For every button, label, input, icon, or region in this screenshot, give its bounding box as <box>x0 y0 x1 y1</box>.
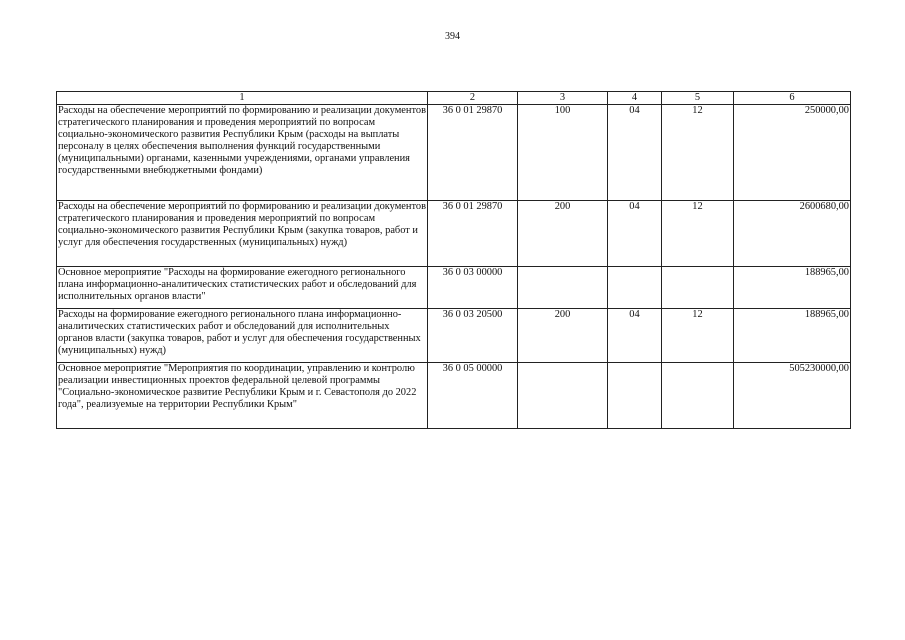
table-row <box>57 267 851 309</box>
column-header-2: 2 <box>428 92 518 105</box>
table-row <box>57 309 851 363</box>
row-code: 36 0 01 29870 <box>428 105 518 201</box>
row-section: 04 <box>608 105 662 201</box>
row-description: Расходы на обеспечение мероприятий по формированию и реализации документов стратегического планирования и проведения мероприятий по вопросам социально-экономического развития Республики Крым (расходы на выплаты персоналу в целях обеспечения выполнения функций государственными (муниципальными) органами, казенными учреждениями, органами управления государственными внебюджетными фондами) <box>57 105 428 201</box>
table-row <box>57 201 851 267</box>
row-expense-type: 200 <box>518 201 608 267</box>
row-subsection: 12 <box>662 309 734 363</box>
row-code: 36 0 03 20500 <box>428 309 518 363</box>
column-header-1: 1 <box>57 92 428 105</box>
budget-table <box>56 91 851 429</box>
column-header-3: 3 <box>518 92 608 105</box>
table-row <box>57 363 851 429</box>
row-code: 36 0 03 00000 <box>428 267 518 309</box>
row-section <box>608 363 662 429</box>
row-expense-type: 100 <box>518 105 608 201</box>
page-number: 394 <box>445 31 460 42</box>
row-section <box>608 267 662 309</box>
row-expense-type <box>518 363 608 429</box>
row-code: 36 0 05 00000 <box>428 363 518 429</box>
table-header-row <box>57 92 851 105</box>
row-expense-type: 200 <box>518 309 608 363</box>
row-section: 04 <box>608 309 662 363</box>
column-header-4: 4 <box>608 92 662 105</box>
row-code: 36 0 01 29870 <box>428 201 518 267</box>
row-description: Расходы на обеспечение мероприятий по формированию и реализации документов стратегического планирования и проведения мероприятий по вопросам социально-экономического развития Республики Крым (закупка товаров, работ и услуг для обеспечения государственных (муниципальных) нужд) <box>57 201 428 267</box>
row-amount: 505230000,00 <box>734 363 851 429</box>
table-row <box>57 105 851 201</box>
row-amount: 2600680,00 <box>734 201 851 267</box>
row-subsection <box>662 363 734 429</box>
row-subsection: 12 <box>662 201 734 267</box>
row-section: 04 <box>608 201 662 267</box>
row-expense-type <box>518 267 608 309</box>
row-description: Расходы на формирование ежегодного регионального плана информационно-аналитических статистических работ и обследований для исполнительных органов власти (закупка товаров, работ и услуг для обеспечения государственных (муниципальных) нужд) <box>57 309 428 363</box>
row-amount: 188965,00 <box>734 267 851 309</box>
row-description: Основное мероприятие "Расходы на формирование ежегодного регионального плана информационно-аналитических статистических работ и обследований для исполнительных органов власти" <box>57 267 428 309</box>
row-description: Основное мероприятие "Мероприятия по координации, управлению и контролю реализации инвестиционных проектов федеральной целевой программы "Социально-экономическое развитие Республики Крым и г. Севастополя до 2022 года", реализуемые на территории Республики Крым" <box>57 363 428 429</box>
column-header-5: 5 <box>662 92 734 105</box>
column-header-6: 6 <box>734 92 851 105</box>
row-amount: 250000,00 <box>734 105 851 201</box>
row-amount: 188965,00 <box>734 309 851 363</box>
row-subsection: 12 <box>662 105 734 201</box>
row-subsection <box>662 267 734 309</box>
